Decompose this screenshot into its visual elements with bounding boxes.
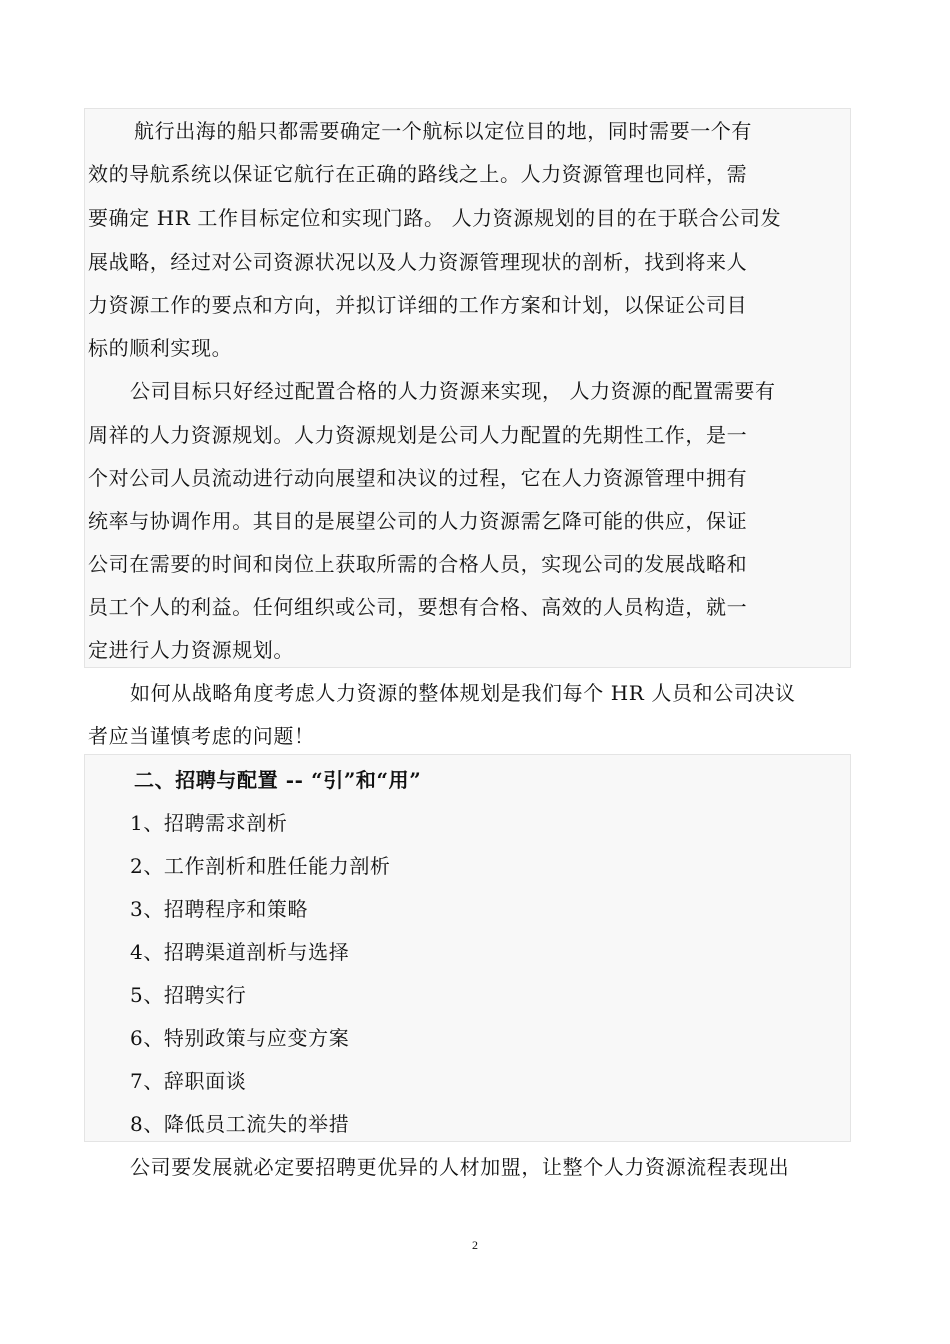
paragraph3-line-1: 如何从战略角度考虑人力资源的整体规划是我们每个 HR 人员和公司决议 xyxy=(130,681,796,705)
section-item-1: 1、招聘需求剖析 xyxy=(130,811,288,835)
section-item-8: 8、降低员工流失的举措 xyxy=(130,1112,350,1136)
section-item-5: 5、招聘实行 xyxy=(130,983,247,1007)
section-item-3: 3、招聘程序和策略 xyxy=(130,897,309,921)
paragraph2-line-2: 周祥的人力资源规划。人力资源规划是公司人力配置的先期性工作，是一 xyxy=(88,423,748,447)
section-item-7: 7、辞职面谈 xyxy=(130,1069,247,1093)
paragraph1-line-4: 展战略，经过对公司资源状况以及人力资源管理现状的剖析，找到将来人 xyxy=(88,250,748,274)
paragraph2-line-3: 个对公司人员流动进行动向展望和决议的过程，它在人力资源管理中拥有 xyxy=(88,466,748,490)
paragraph1-line-2: 效的导航系统以保证它航行在正确的路线之上。人力资源管理也同样，需 xyxy=(88,162,748,186)
section-item-2: 2、工作剖析和胜任能力剖析 xyxy=(130,854,391,878)
page-number: 2 xyxy=(472,1238,478,1252)
section-item-4: 4、招聘渠道剖析与选择 xyxy=(130,940,350,964)
paragraph2-line-7: 定进行人力资源规划。 xyxy=(88,638,294,662)
section-heading: 二、招聘与配置 -- “引”和“用” xyxy=(134,768,422,792)
paragraph1-line-6: 标的顺利实现。 xyxy=(88,336,233,360)
paragraph2-line-4: 统率与协调作用。其目的是展望公司的人力资源需乞降可能的供应，保证 xyxy=(88,509,748,533)
paragraph2-line-6: 员工个人的利益。任何组织或公司，要想有合格、高效的人员构造，就一 xyxy=(88,595,748,619)
paragraph3-line-2: 者应当谨慎考虑的问题！ xyxy=(88,724,315,748)
paragraph1-line-3: 要确定 HR 工作目标定位和实现门路。 人力资源规划的目的在于联合公司发 xyxy=(88,206,782,230)
paragraph2-line-1: 公司目标只好经过配置合格的人力资源来实现， 人力资源的配置需要有 xyxy=(130,379,776,403)
paragraph4-line-1: 公司要发展就必定要招聘更优异的人材加盟，让整个人力资源流程表现出 xyxy=(130,1155,790,1179)
paragraph1-line-5: 力资源工作的要点和方向，并拟订详细的工作方案和计划，以保证公司目 xyxy=(88,293,748,317)
paragraph2-line-5: 公司在需要的时间和岗位上获取所需的合格人员，实现公司的发展战略和 xyxy=(88,552,748,576)
paragraph1-line-1: 航行出海的船只都需要确定一个航标以定位目的地，同时需要一个有 xyxy=(134,119,752,143)
section-item-6: 6、特别政策与应变方案 xyxy=(130,1026,350,1050)
